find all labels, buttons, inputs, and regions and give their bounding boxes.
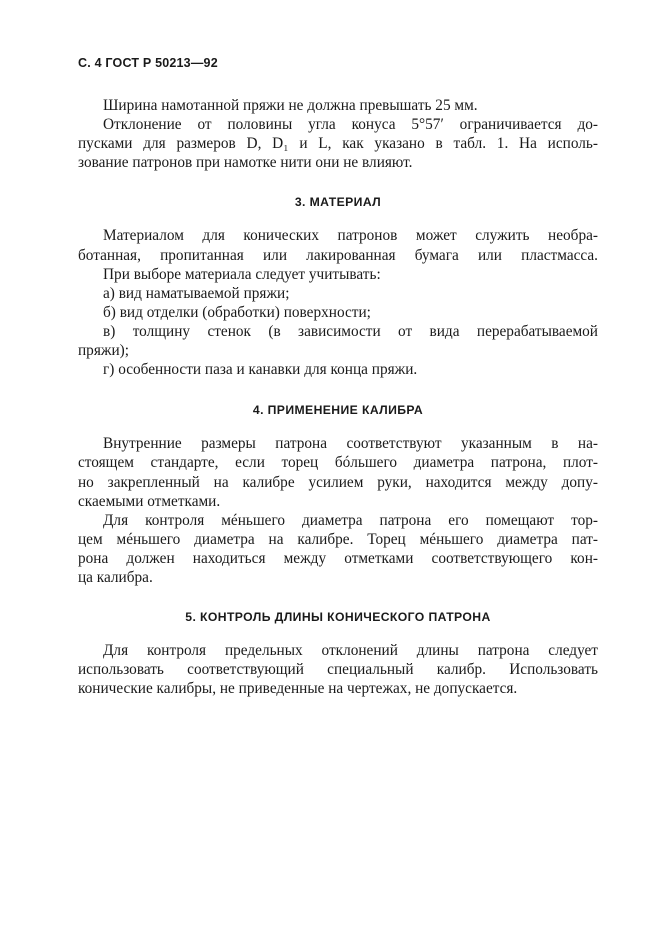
text-line: Отклонение от половины угла конуса 5°57′ ограничивается до- bbox=[103, 116, 598, 134]
intro-paragraph-1: Ширина намотанной пряжи не должна превышать 25 мм. bbox=[103, 97, 478, 114]
section-4-paragraph-2 bbox=[78, 511, 598, 587]
text-line: использовать соответствующий специальный калибр. Использовать bbox=[78, 661, 598, 679]
text-line: пряжи); bbox=[78, 342, 129, 360]
section-5-heading: 5. КОНТРОЛЬ ДЛИНЫ КОНИЧЕСКОГО ПАТРОНА bbox=[185, 610, 491, 625]
text-line: Для контроля мéньшего диаметра патрона его помещают тор- bbox=[103, 511, 598, 529]
text-line: ботанная, пропитанная или лакированная бумага или пластмасса. bbox=[78, 246, 598, 264]
text-line: стоящем стандарте, если торец бóльшего диаметра патрона, плот- bbox=[78, 454, 598, 472]
text-line: цем мéньшего диаметра на калибре. Торец мéньшего диаметра пат- bbox=[78, 530, 598, 548]
text-line: Внутренние размеры патрона соответствуют указанным в на- bbox=[103, 435, 598, 453]
text-line: зование патронов при намотке нити они не влияют. bbox=[78, 154, 413, 172]
section-3-heading: 3. МАТЕРИАЛ bbox=[294, 195, 382, 210]
section-3-paragraph-1 bbox=[78, 226, 598, 264]
page-header: С. 4 ГОСТ Р 50213—92 bbox=[78, 56, 218, 70]
list-item: б) вид отделки (обработки) поверхности; bbox=[103, 303, 371, 321]
intro-paragraph-2 bbox=[78, 115, 598, 172]
text-line: скаемыми отметками. bbox=[78, 492, 221, 510]
text-line: в) толщину стенок (в зависимости от вида перерабатываемой bbox=[103, 322, 598, 340]
text-line: Для контроля предельных отклонений длины патрона следует bbox=[103, 642, 598, 660]
list-item: а) вид наматываемой пряжи; bbox=[103, 284, 290, 302]
text-line: рона должен находиться между отметками соответствующего кон- bbox=[78, 549, 598, 567]
document-body bbox=[78, 96, 598, 698]
section-5-paragraph-1 bbox=[78, 641, 598, 698]
text-line: Материалом для конических патронов может служить необра- bbox=[103, 227, 598, 245]
text-line: конические калибры, не приведенные на чертежах, не допускается. bbox=[78, 680, 518, 698]
list-item: г) особенности паза и канавки для конца пряжи. bbox=[103, 361, 418, 379]
list-item bbox=[78, 322, 598, 360]
text-line: ца калибра. bbox=[78, 568, 153, 586]
section-4-heading: 4. ПРИМЕНЕНИЕ КАЛИБРА bbox=[252, 403, 424, 418]
section-4-paragraph-1 bbox=[78, 434, 598, 510]
text-line: пусками для размеров D, D₁ и L, как указано в табл. 1. На исполь- bbox=[78, 135, 598, 153]
section-3-paragraph-2: При выборе материала следует учитывать: bbox=[103, 265, 381, 283]
text-line: но закрепленный на калибре усилием руки, находится между допу- bbox=[78, 473, 598, 491]
